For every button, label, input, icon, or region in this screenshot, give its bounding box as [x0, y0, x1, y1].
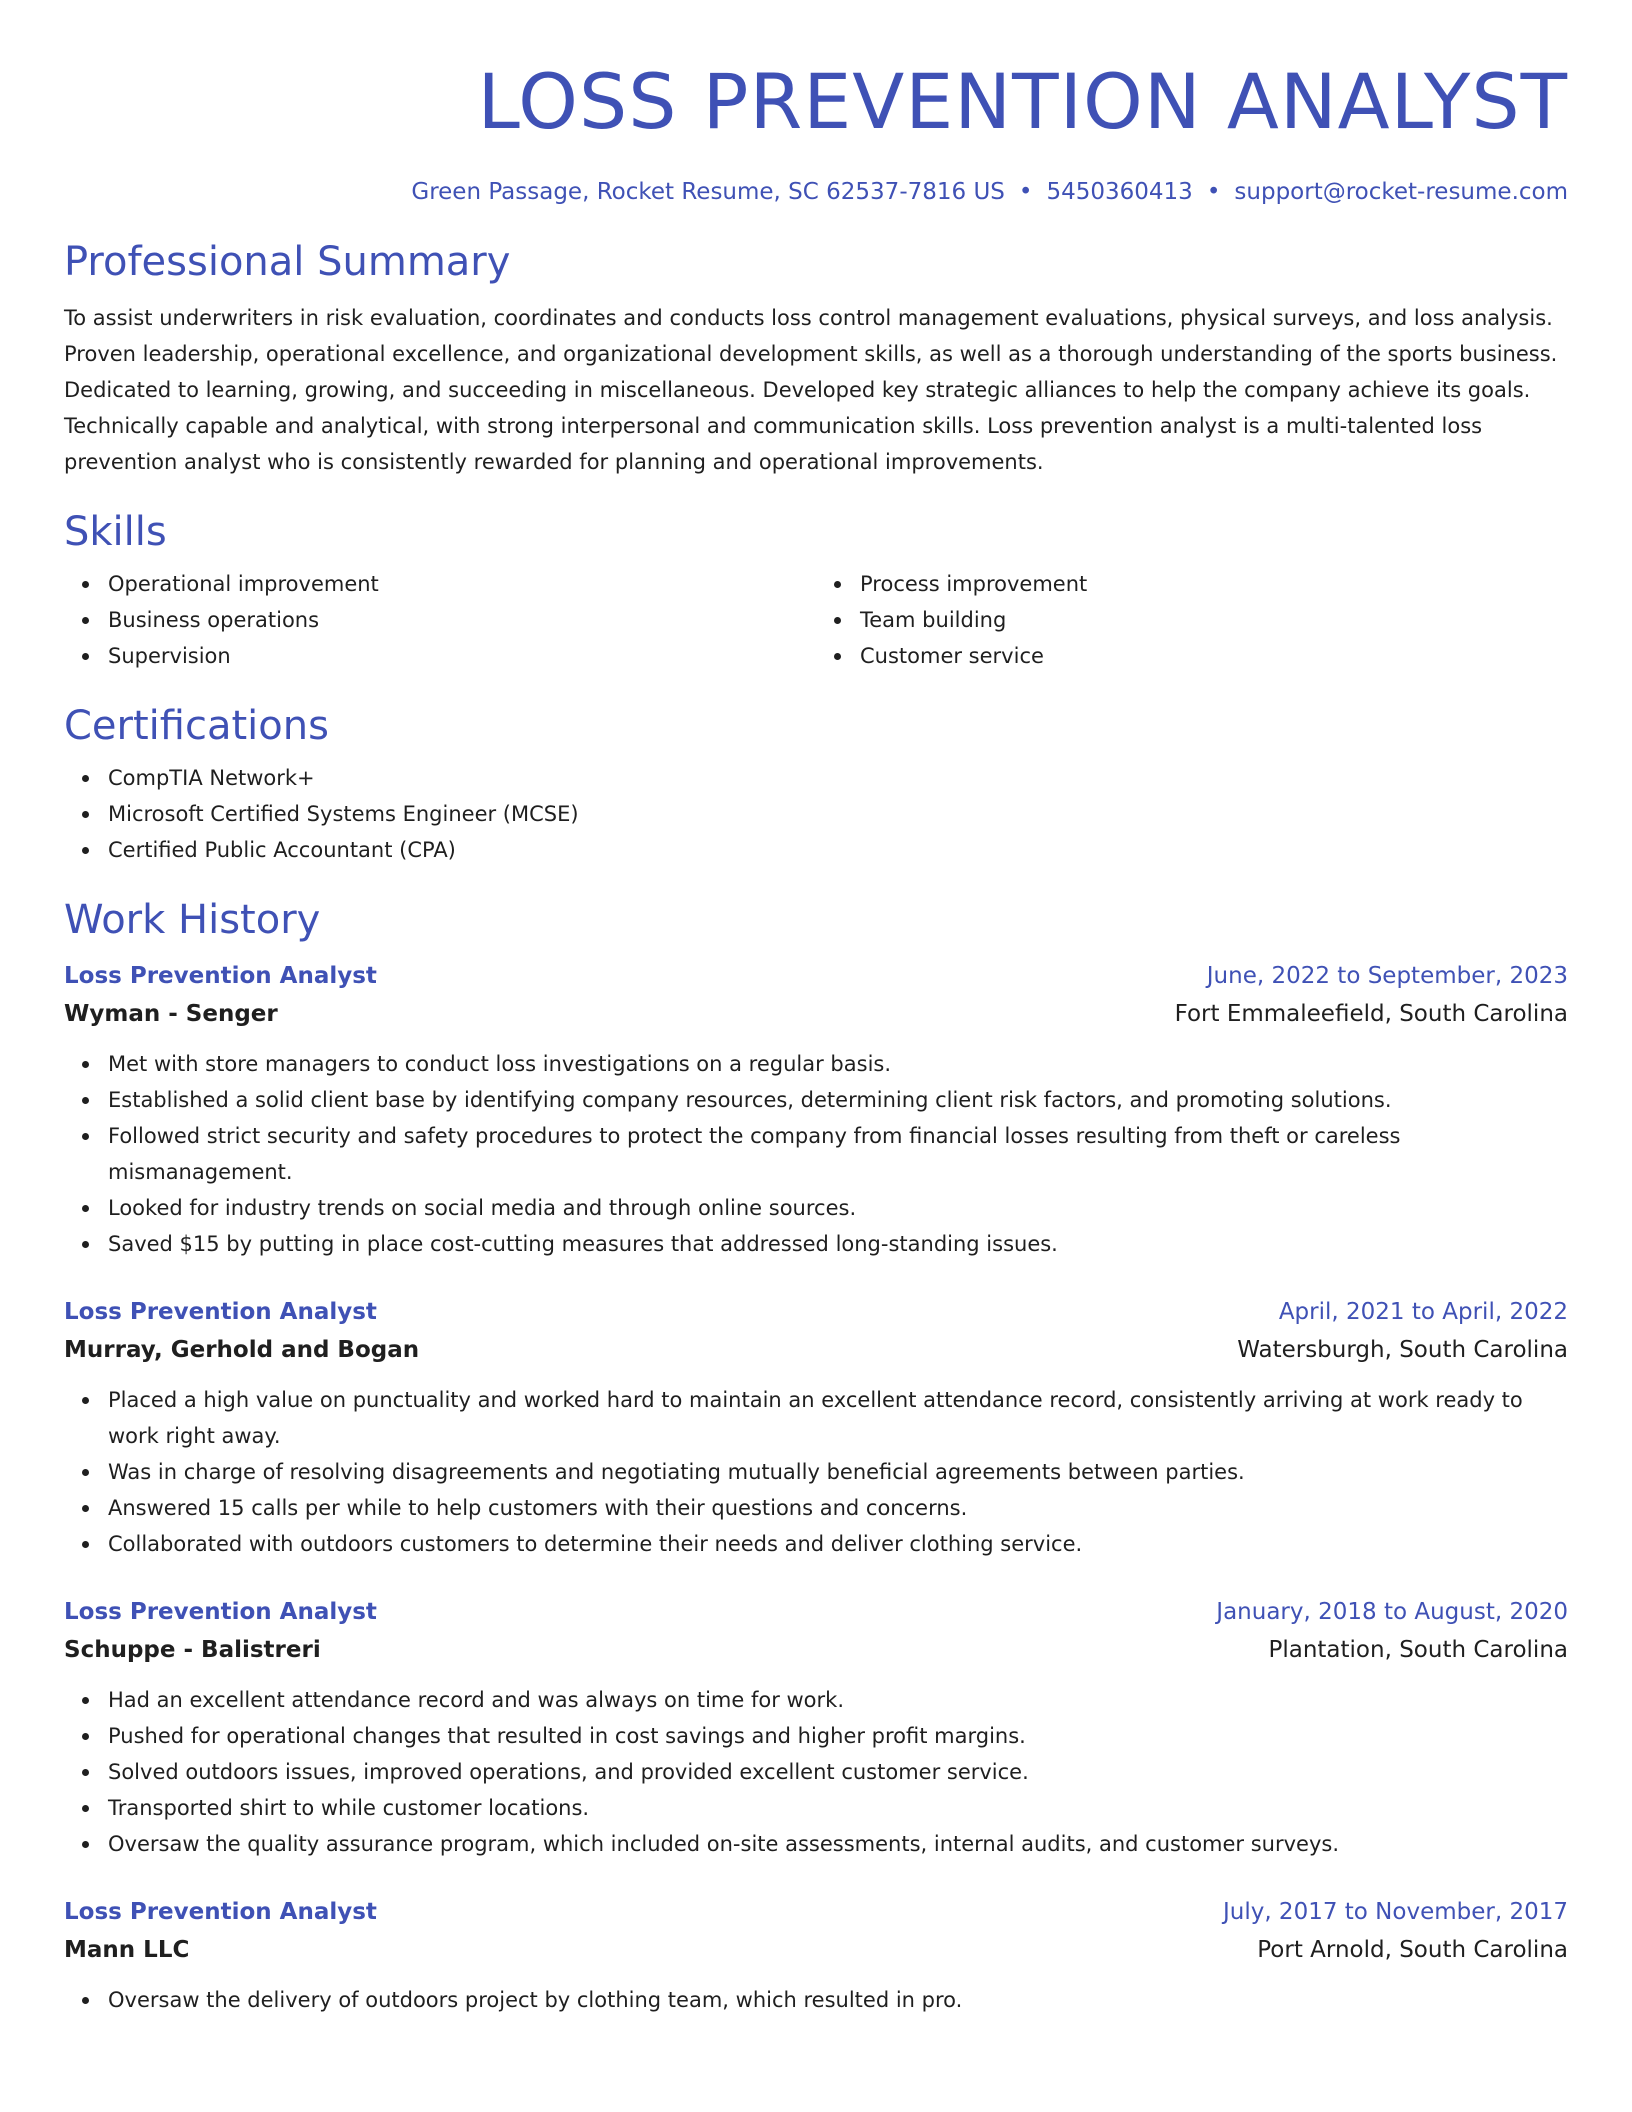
resume-header: [64, 52, 1568, 208]
contact-email[interactable]: support@rocket-resume.com: [1234, 179, 1568, 205]
contact-line: [64, 176, 1568, 208]
job-entry: [64, 1294, 1568, 1562]
job-dates: April, 2021 to April, 2022: [1278, 1299, 1568, 1325]
job-duty: Had an excellent attendance record and was always on time for work.: [108, 1682, 1568, 1718]
job-header-row: [64, 1894, 1568, 1930]
job-entry: [64, 1594, 1568, 1862]
job-duty: Collaborated with outdoors customers to determine their needs and deliver clothing service.: [108, 1526, 1568, 1562]
job-duty: Placed a high value on punctuality and worked hard to maintain an excellent attendance record, consistently arriving at work ready to work right away.: [108, 1382, 1568, 1454]
job-duty: Oversaw the quality assurance program, which included on-site assessments, internal audits, and customer surveys.: [108, 1826, 1568, 1862]
summary-heading: Professional Summary: [64, 239, 511, 285]
job-duty: Established a solid client base by identifying company resources, determining client risk factors, and promoting solutions.: [108, 1082, 1568, 1118]
job-company: Wyman - Senger: [64, 1001, 278, 1027]
job-duties-list: [64, 1382, 1568, 1562]
job-dates: July, 2017 to November, 2017: [1222, 1899, 1568, 1925]
job-company: Murray, Gerhold and Bogan: [64, 1337, 420, 1363]
contact-address: Green Passage, Rocket Resume, SC 62537-7816 US: [411, 179, 1005, 205]
certification-item: CompTIA Network+: [108, 760, 1568, 796]
job-duty: Saved $15 by putting in place cost-cutting measures that addressed long-standing issues.: [108, 1226, 1568, 1262]
contact-separator: •: [1018, 179, 1033, 205]
skill-item: Team building: [860, 602, 1568, 638]
skill-item: Business operations: [108, 602, 816, 638]
certifications-heading: Certifications: [64, 703, 329, 749]
certification-item: Certified Public Accountant (CPA): [108, 832, 1568, 868]
candidate-name: LOSS PREVENTION ANALYST: [477, 57, 1568, 146]
contact-phone: 5450360413: [1046, 179, 1193, 205]
job-company-row: [64, 1330, 1568, 1370]
job-company-row: [64, 1630, 1568, 1670]
job-dates: January, 2018 to August, 2020: [1216, 1599, 1568, 1625]
job-header-row: [64, 1594, 1568, 1630]
job-duty: Answered 15 calls per while to help customers with their questions and concerns.: [108, 1490, 1568, 1526]
skills-heading: Skills: [64, 509, 167, 555]
skills-list-right: [816, 566, 1568, 674]
contact-separator: •: [1206, 179, 1221, 205]
job-title: Loss Prevention Analyst: [64, 1299, 377, 1325]
job-duty: Transported shirt to while customer locations.: [108, 1790, 1568, 1826]
skills-grid: [64, 566, 1568, 674]
job-entry: [64, 1894, 1568, 2018]
job-header-row: [64, 1294, 1568, 1330]
job-duty: Oversaw the delivery of outdoors project by clothing team, which resulted in pro.: [108, 1982, 1568, 2018]
job-company-row: [64, 994, 1568, 1034]
job-entry: [64, 958, 1568, 1262]
job-duty: Pushed for operational changes that resulted in cost savings and higher profit margins.: [108, 1718, 1568, 1754]
skills-list-left: [64, 566, 816, 674]
job-location: Fort Emmaleefield, South Carolina: [1174, 1001, 1568, 1027]
job-company-row: [64, 1930, 1568, 1970]
skill-item: Process improvement: [860, 566, 1568, 602]
job-dates: June, 2022 to September, 2023: [1206, 963, 1568, 989]
summary-text: To assist underwriters in risk evaluation, coordinates and conducts loss control management evaluations, physical surveys, and loss analysis. Proven leadership, operational excellence, and organizational development skills, as well as a thorough understanding of the sports business. Dedicated to learning, growing, and succeeding in miscellaneous. Developed key strategic alliances to help the company achieve its goals. Technically capable and analytical, with strong interpersonal and communication skills. Loss prevention analyst is a multi-talented loss prevention analyst who is consistently rewarded for planning and operational improvements.: [64, 306, 1558, 474]
job-header-row: [64, 958, 1568, 994]
job-duties-list: [64, 1682, 1568, 1862]
job-title: Loss Prevention Analyst: [64, 1899, 377, 1925]
job-location: Watersburgh, South Carolina: [1237, 1337, 1568, 1363]
job-title: Loss Prevention Analyst: [64, 963, 377, 989]
job-duty: Solved outdoors issues, improved operations, and provided excellent customer service.: [108, 1754, 1568, 1790]
skill-item: Supervision: [108, 638, 816, 674]
job-duty: Was in charge of resolving disagreements and negotiating mutually beneficial agreements between parties.: [108, 1454, 1568, 1490]
work-history-heading: Work History: [64, 897, 321, 943]
job-duties-list: [64, 1982, 1568, 2018]
certifications-list: [64, 760, 1568, 868]
job-duties-list: [64, 1046, 1568, 1262]
job-duty: Looked for industry trends on social media and through online sources.: [108, 1190, 1568, 1226]
skill-item: Customer service: [860, 638, 1568, 674]
job-company: Mann LLC: [64, 1937, 190, 1963]
job-duty: Met with store managers to conduct loss investigations on a regular basis.: [108, 1046, 1568, 1082]
certification-item: Microsoft Certified Systems Engineer (MCSE): [108, 796, 1568, 832]
job-location: Port Arnold, South Carolina: [1257, 1937, 1568, 1963]
job-location: Plantation, South Carolina: [1268, 1637, 1568, 1663]
job-duty: Followed strict security and safety procedures to protect the company from financial losses resulting from theft or careless mismanagement.: [108, 1118, 1568, 1190]
job-title: Loss Prevention Analyst: [64, 1599, 377, 1625]
job-company: Schuppe - Balistreri: [64, 1637, 321, 1663]
skill-item: Operational improvement: [108, 566, 816, 602]
